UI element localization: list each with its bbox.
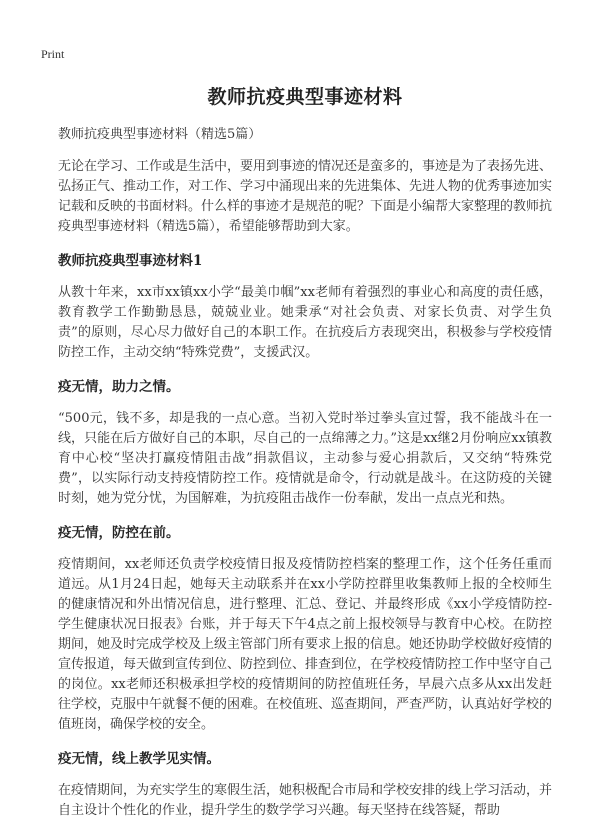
print-link[interactable]: Print [41, 47, 65, 61]
heading-prevention: 疫无情，防控在前。 [58, 525, 180, 541]
paragraph-prevention: 疫情期间，xx老师还负责学校疫情日报及疫情防控档案的整理工作，这个任务任重而道远。从1月24日起，她每天主动联系并在xx小学防控群里收集教师上报的全校师生的健康情况和外出情况信息，进行整理、汇总、登记、并最终形成《xx小学疫情防控-学生健康状况日报表》台账，并于每天下午4点之前上报校领导与教育中心校。在防控期间，她及时完成学校及上级主管部门所有要求上报的信息。她还协助学校做好疫情的宣传报道，每天做到宣传到位、防控到位、排查到位，在学校疫情防控工作中坚守自己的岗位。xx老师还积极承担学校的疫情期间的防控值班任务，早晨六点多从xx出发赶往学校，克服中午就餐不便的困难。在校值班、巡查期间，严查严防，认真站好学校的值班岗，确保学校的安全。 [58, 557, 553, 732]
section1-paragraph: 从教十年来，xx市xx镇xx小学“最美巾帼”xx老师有着强烈的事业心和高度的责任感，教育教学工作勤勤恳恳，兢兢业业。她秉承“对社会负责、对家长负责、对学生负责”的原则，尽心尽力做好自己的本职工作。在抗疫后方表现突出，积极参与学校疫情防控工作，主动交纳“特殊党费”，支援武汉。 [58, 285, 552, 360]
subtitle: 教师抗疫典型事迹材料（精选5篇） [58, 127, 262, 142]
page-title: 教师抗疫典型事迹材料 [207, 86, 403, 108]
document-body [58, 72, 552, 835]
section1-heading: 教师抗疫典型事迹材料1 [58, 253, 203, 269]
paragraph-online-teaching: 在疫情期间，为充实学生的寒假生活，她积极配合市局和学校安排的线上学习活动，并自主设计个性化的作业，提升学生的数学学习兴趣。每天坚持在线答疑，帮助 [58, 783, 553, 818]
intro-paragraph: 无论在学习、工作或是生活中，要用到事迹的情况还是蛮多的，事迹是为了表扬先进、弘扬正气、推动工作，对工作、学习中涌现出来的先进集体、先进人物的优秀事迹加实记载和反映的书面材料。什么样的事迹才是规范的呢？下面是小编帮大家整理的教师抗疫典型事迹材料（精选5篇），希望能够帮助到大家。 [58, 159, 553, 234]
heading-online-teaching: 疫无情，线上教学见实情。 [58, 751, 220, 767]
paragraph-help: “500元，钱不多，却是我的一点心意。当初入党时举过拳头宣过誓，我不能战斗在一线，只能在后方做好自己的本职，尽自己的一点绵薄之力。”这是xx继2月份响应xx镇教育中心校“坚决打赢疫情阻击战”捐款倡议，主动参与爱心捐款后，又交纳“特殊党费”，以实际行动支持疫情防控工作。疫情就是命令，行动就是战斗。在这防疫的关键时刻，她为党分忧，为国解难，为抗疫阻击战作一份奉献，发出一点点光和热。 [58, 411, 552, 506]
heading-help: 疫无情，助力之情。 [58, 379, 180, 395]
